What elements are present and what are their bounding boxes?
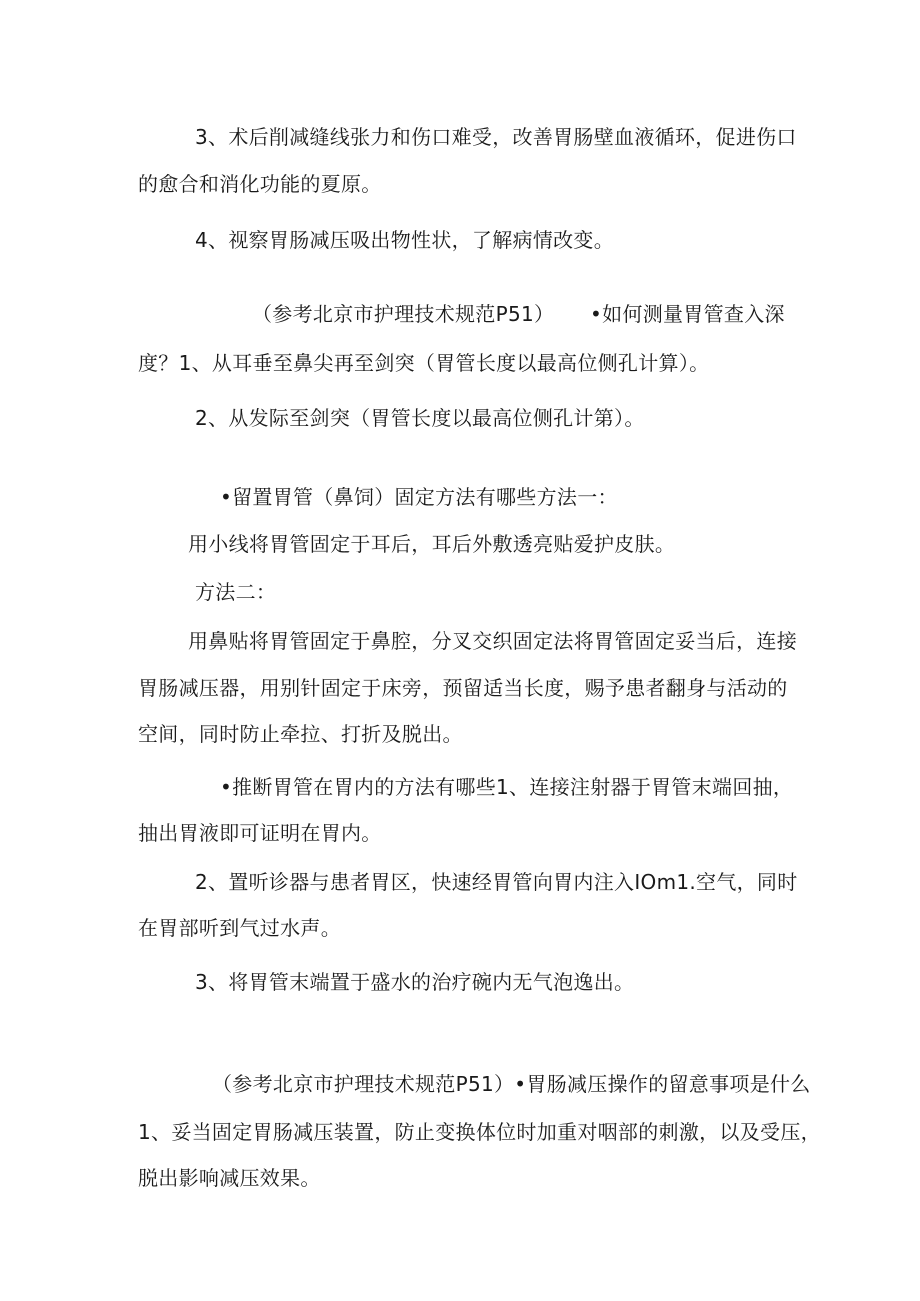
paragraph-line: 胃肠减压器，用别针固定于床旁，预留适当长度，赐予患者翻身与活动的 <box>138 676 788 700</box>
paragraph-line: 抽出胃液即可证明在胃内。 <box>138 821 382 845</box>
paragraph-line: 空间，同时防止牵拉、打折及脱出。 <box>138 722 463 746</box>
method-heading: 方法二： <box>195 580 277 604</box>
question-heading: •推断胃管在胃内的方法有哪些1、连接注射器于胃管末端回抽， <box>220 775 794 799</box>
reference-note: （参考北京市护理技术规范P51） <box>252 302 555 326</box>
paragraph-line: 用鼻贴将胃管固定于鼻腔，分叉交织固定法将胃管固定妥当后，连接 <box>188 629 797 653</box>
paragraph-line: 脱出影响减压效果。 <box>138 1166 321 1190</box>
paragraph-line: 2、置听诊器与患者胃区，快速经胃管向胃内注入IOm1.空气，同时 <box>195 870 798 894</box>
paragraph-line: 3、术后削减缝线张力和伤口难受，改善胃肠壁血液循环，促进伤口 <box>195 125 797 149</box>
reference-note: （参考北京市护理技术规范P51）•胃肠减压操作的留意事项是什么 <box>212 1072 811 1096</box>
question-heading: •如何测量胃管查入深 <box>590 302 785 326</box>
paragraph-line: 4、视察胃肠减压吸出物性状，了解病情改变。 <box>195 228 615 252</box>
paragraph-line: 3、将胃管末端置于盛水的治疗碗内无气泡逸出。 <box>195 970 635 994</box>
paragraph-line: 的愈合和消化功能的夏原。 <box>138 172 382 196</box>
paragraph-line: 1、妥当固定胃肠减压装置，防止变换体位时加重对咽部的刺激，以及受压， <box>138 1120 821 1144</box>
question-heading: •留置胃管（鼻饲）固定方法有哪些方法一： <box>220 485 618 509</box>
paragraph-line: 度？1、从耳垂至鼻尖再至剑突（胃管长度以最高位侧孔计算）。 <box>138 351 710 375</box>
paragraph-line: 在胃部听到气过水声。 <box>138 916 341 940</box>
paragraph-line: 用小线将胃管固定于耳后，耳后外敷透亮贴爱护皮肤。 <box>188 532 676 556</box>
paragraph-line: 2、从发际至剑突（胃管长度以最高位侧孔计第）。 <box>195 406 645 430</box>
